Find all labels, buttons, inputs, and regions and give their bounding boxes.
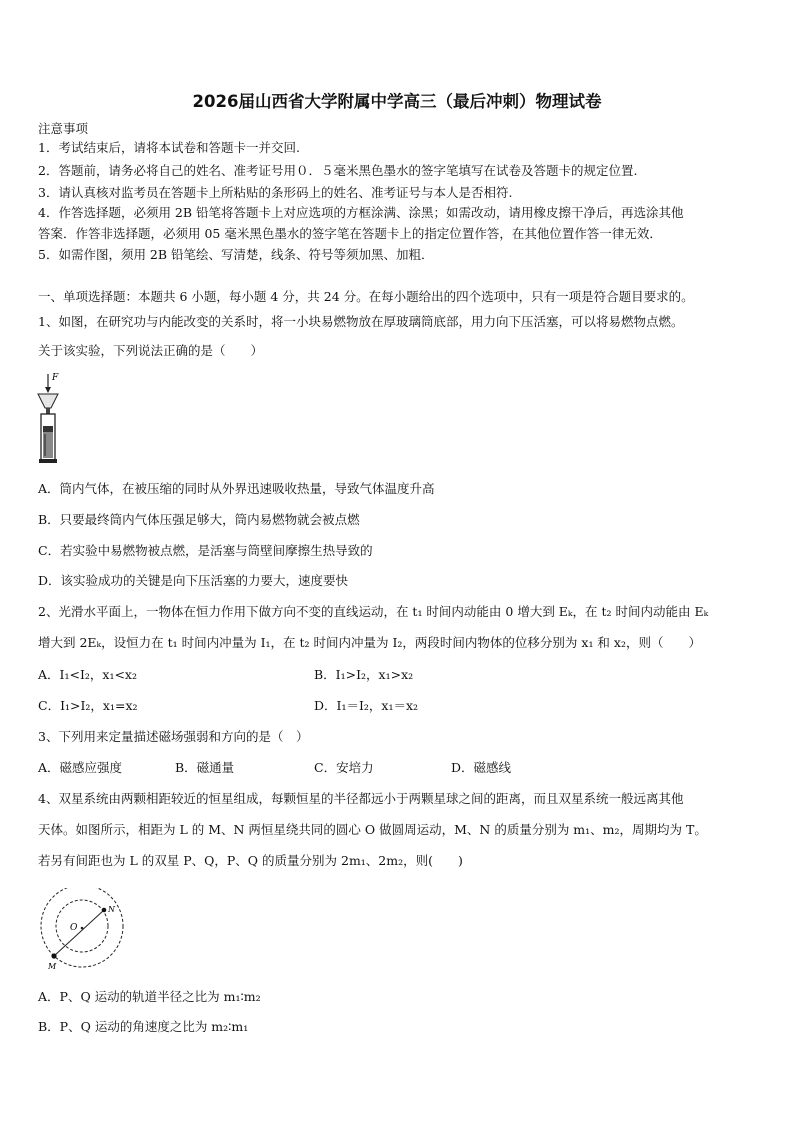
force-label: F xyxy=(52,373,59,383)
option-a: A．P、Q 运动的轨道半径之比为 m₁∶m₂ xyxy=(38,989,261,1004)
notice-item: 4．作答选择题，必须用 2B 铅笔将答题卡上对应选项的方框涂满、涂黑；如需改动，请用橡皮擦干净后，再选涂其他 xyxy=(38,205,684,220)
option-c: C．若实验中易燃物被点燃，是活塞与筒壁间摩擦生热导致的 xyxy=(38,543,373,558)
option-b: B．磁通量 xyxy=(175,760,235,775)
star-n-label: N xyxy=(108,905,115,914)
question-4-stem: 4、双星系统由两颗相距较近的恒星组成，每颗恒星的半径都远小于两颗星球之间的距离，而且双星系统一般远离其他 xyxy=(38,791,684,806)
question-2-stem: 2、光滑水平面上，一物体在恒力作用下做方向不变的直线运动，在 t₁ 时间内动能由 0 增大到 Eₖ，在 t₂ 时间内动能由 Eₖ xyxy=(38,604,709,619)
center-o-label: O xyxy=(70,923,78,933)
question-4-stem: 天体。如图所示，相距为 L 的 M、N 两恒星绕共同的圆心 O 做圆周运动，M、N 的质量分别为 m₁、m₂，周期均为 T。 xyxy=(38,822,707,837)
question-1-stem: 关于该实验，下列说法正确的是（ ） xyxy=(38,343,264,358)
option-a: A．I₁<I₂，x₁<x₂ xyxy=(38,667,137,682)
option-d: D．磁感线 xyxy=(451,760,512,775)
question-1-stem: 1、如图，在研究功与内能改变的关系时，将一小块易燃物放在厚玻璃筒底部，用力向下压活塞，可以将易燃物点燃。 xyxy=(38,314,684,329)
option-a: A．磁感应强度 xyxy=(38,760,123,775)
glass-tube-figure xyxy=(34,370,70,466)
option-a: A．筒内气体，在被压缩的同时从外界迅速吸收热量，导致气体温度升高 xyxy=(38,481,435,496)
notice-heading: 注意事项 xyxy=(38,121,89,136)
question-3-stem: 3、下列用来定量描述磁场强弱和方向的是（ ） xyxy=(38,729,309,744)
option-d: D．I₁＝I₂，x₁＝x₂ xyxy=(314,698,419,713)
option-b: B．P、Q 运动的角速度之比为 m₂∶m₁ xyxy=(38,1019,249,1034)
notice-item: 2．答题前，请务必将自己的姓名、准考证号用０．５毫米黑色墨水的签字笔填写在试卷及答题卡的规定位置. xyxy=(38,163,638,178)
notice-item: 1．考试结束后，请将本试卷和答题卡一并交回. xyxy=(38,140,300,155)
option-d: D．该实验成功的关键是向下压活塞的力要大，速度要快 xyxy=(38,573,349,588)
binary-star-figure xyxy=(38,888,132,972)
notice-item: 3．请认真核对监考员在答题卡上所粘贴的条形码上的姓名、准考证号与本人是否相符. xyxy=(38,185,513,200)
section-heading: 一、单项选择题：本题共 6 小题，每小题 4 分，共 24 分。在每小题给出的四个选项中，只有一项是符合题目要求的。 xyxy=(38,289,694,304)
option-c: C．I₁>I₂，x₁=x₂ xyxy=(38,698,138,713)
notice-item: 5．如需作图，须用 2B 铅笔绘、写清楚，线条、符号等须加黑、加粗． xyxy=(38,247,434,262)
option-c: C．安培力 xyxy=(314,760,374,775)
page-title: 2026届山西省大学附属中学高三（最后冲刺）物理试卷 xyxy=(192,92,602,111)
star-m-label: M xyxy=(48,962,57,971)
option-b: B．只要最终筒内气体压强足够大，筒内易燃物就会被点燃 xyxy=(38,512,360,527)
option-b: B．I₁>I₂，x₁>x₂ xyxy=(314,667,414,682)
notice-item: 答案．作答非选择题，必须用 05 毫米黑色墨水的签字笔在答题卡上的指定位置作答，在其他位置作答一律无效． xyxy=(38,226,662,241)
question-2-stem: 增大到 2Eₖ，设恒力在 t₁ 时间内冲量为 I₁，在 t₂ 时间内冲量为 I₂，两段时间内物体的位移分别为 x₁ 和 x₂，则（ ） xyxy=(38,635,701,650)
question-4-stem: 若另有间距也为 L 的双星 P、Q，P、Q 的质量分别为 2m₁、2m₂，则( ) xyxy=(38,853,463,868)
